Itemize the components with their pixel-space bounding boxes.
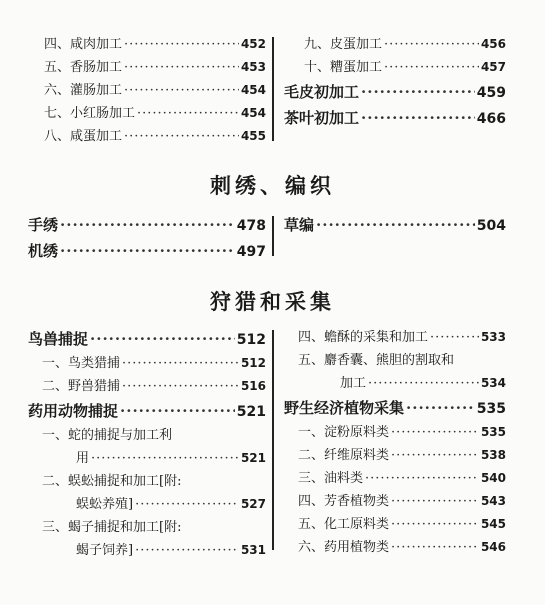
toc-entry-label: 九、皮蛋加工: [304, 37, 383, 52]
toc-entry[interactable]: [284, 467, 506, 490]
toc-entry[interactable]: [44, 102, 266, 125]
toc-entry[interactable]: [28, 447, 266, 470]
toc-entry-main[interactable]: [284, 105, 506, 131]
column-divider: [272, 330, 274, 550]
leader-dots: [365, 467, 479, 490]
leader-dots: [91, 447, 239, 470]
toc-entry[interactable]: [28, 375, 266, 398]
toc-entry[interactable]: [44, 79, 266, 102]
toc-entry[interactable]: [284, 326, 506, 349]
section2-left-column: [28, 326, 266, 562]
toc-entry-label: 四、咸肉加工: [44, 37, 123, 52]
toc-entry-main[interactable]: [28, 212, 266, 238]
section1-left-column: [28, 212, 266, 264]
toc-entry[interactable]: [28, 352, 266, 375]
leader-dots: [361, 79, 475, 105]
leader-dots: [124, 33, 239, 56]
toc-entry-page: 452: [240, 37, 266, 51]
toc-entry-label: 蜈蚣养殖]: [76, 497, 134, 512]
toc-entry[interactable]: [44, 125, 266, 148]
toc-entry-label: 五、麝香囊、熊胆的割取和: [298, 353, 455, 368]
toc-entry-label: 一、鸟类猎捕: [42, 356, 121, 371]
toc-entry-label: 机绣: [28, 242, 59, 260]
leader-dots: [391, 536, 479, 559]
toc-entry[interactable]: [44, 33, 266, 56]
toc-entry-label: 二、野兽猎捕: [42, 379, 121, 394]
toc-entry-page: 497: [236, 244, 266, 260]
section1-right-column: [284, 212, 506, 238]
toc-entry[interactable]: [284, 421, 506, 444]
section-heading: 刺绣、编织: [210, 174, 335, 198]
toc-entry-page: 521: [240, 451, 266, 465]
leader-dots: [391, 444, 479, 467]
leader-dots: [391, 490, 479, 513]
toc-entry-main[interactable]: [284, 212, 506, 238]
leader-dots: [406, 395, 475, 421]
toc-entry-label: 一、蛇的捕捉与加工利: [42, 428, 173, 443]
toc-entry-page: 455: [240, 129, 266, 143]
toc-entry[interactable]: [28, 493, 266, 516]
leader-dots: [122, 375, 239, 398]
toc-entry-line[interactable]: [28, 424, 266, 447]
toc-entry-page: 540: [480, 471, 506, 485]
toc-entry-page: 521: [236, 404, 266, 420]
column-divider: [272, 37, 274, 141]
toc-entry-main[interactable]: [284, 79, 506, 105]
leader-dots: [124, 125, 239, 148]
toc-entry-page: 535: [480, 425, 506, 439]
toc-entry[interactable]: [284, 56, 506, 79]
toc-entry[interactable]: [44, 56, 266, 79]
leader-dots: [368, 372, 479, 395]
toc-entry-page: 459: [476, 85, 506, 101]
toc-entry-page: 456: [480, 37, 506, 51]
column-divider: [272, 216, 274, 256]
toc-entry-label: 一、淀粉原料类: [298, 425, 390, 440]
toc-entry-line[interactable]: [28, 516, 266, 539]
toc-entry-page: 454: [240, 83, 266, 97]
toc-entry[interactable]: [284, 513, 506, 536]
toc-entry-label: 三、蝎子捕捉和加工[附:: [42, 520, 182, 535]
leader-dots: [361, 105, 475, 131]
toc-entry-page: 543: [480, 494, 506, 508]
toc-entry-page: 527: [240, 497, 266, 511]
toc-entry[interactable]: [284, 536, 506, 559]
toc-entry-main[interactable]: [28, 398, 266, 424]
toc-entry-label: 五、化工原料类: [298, 517, 390, 532]
leader-dots: [124, 56, 239, 79]
toc-entry-label: 三、油料类: [298, 471, 364, 486]
toc-entry-main[interactable]: [284, 395, 506, 421]
toc-entry-label: 药用动物捕捉: [28, 402, 119, 420]
toc-entry-page: 538: [480, 448, 506, 462]
toc-entry-label: 六、药用植物类: [298, 540, 390, 555]
toc-entry-label: 手绣: [28, 216, 59, 234]
toc-entry-page: 512: [236, 332, 266, 348]
leader-dots: [135, 539, 239, 562]
toc-entry-label: 十、糟蛋加工: [304, 60, 383, 75]
toc-entry-label: 用: [76, 451, 90, 466]
toc-entry-line[interactable]: [284, 349, 506, 372]
toc-entry-label: 四、芳香植物类: [298, 494, 390, 509]
leader-dots: [384, 33, 479, 56]
toc-entry-page: 504: [476, 218, 506, 234]
section0-left-column: [44, 33, 266, 148]
section0-right-column: [284, 33, 506, 131]
toc-entry-label: 二、蜈蚣捕捉和加工[附:: [42, 474, 182, 489]
toc-entry-main[interactable]: [28, 326, 266, 352]
leader-dots: [60, 238, 235, 264]
toc-entry-label: 六、灌肠加工: [44, 83, 123, 98]
leader-dots: [90, 326, 235, 352]
toc-entry-label: 五、香肠加工: [44, 60, 123, 75]
toc-entry[interactable]: [284, 372, 506, 395]
toc-entry-label: 八、咸蛋加工: [44, 129, 123, 144]
leader-dots: [430, 326, 479, 349]
toc-entry-label: 加工: [340, 376, 367, 391]
section-heading: 狩猎和采集: [210, 290, 335, 314]
toc-entry-page: 533: [480, 330, 506, 344]
leader-dots: [391, 421, 479, 444]
toc-entry-page: 478: [236, 218, 266, 234]
toc-entry[interactable]: [284, 444, 506, 467]
leader-dots: [124, 79, 239, 102]
toc-entry-page: 453: [240, 60, 266, 74]
toc-entry[interactable]: [28, 539, 266, 562]
toc-entry-label: 鸟兽捕捉: [28, 330, 89, 348]
toc-entry-page: 512: [240, 356, 266, 370]
toc-entry-page: 466: [476, 111, 506, 127]
toc-entry-label: 七、小红肠加工: [44, 106, 136, 121]
toc-entry-label: 蝎子饲养]: [76, 543, 134, 558]
leader-dots: [135, 493, 239, 516]
toc-entry-page: 454: [240, 106, 266, 120]
toc-entry-label: 茶叶初加工: [284, 109, 360, 127]
leader-dots: [384, 56, 479, 79]
leader-dots: [316, 212, 475, 238]
toc-entry-page: 534: [480, 376, 506, 390]
toc-entry-line[interactable]: [28, 470, 266, 493]
toc-entry-page: 516: [240, 379, 266, 393]
leader-dots: [120, 398, 235, 424]
leader-dots: [60, 212, 235, 238]
toc-entry-label: 毛皮初加工: [284, 83, 360, 101]
toc-entry[interactable]: [284, 33, 506, 56]
toc-entry-page: 546: [480, 540, 506, 554]
toc-entry-page: 457: [480, 60, 506, 74]
toc-entry-page: 531: [240, 543, 266, 557]
toc-entry-page: 535: [476, 401, 506, 417]
toc-entry-main[interactable]: [28, 238, 266, 264]
toc-entry-label: 野生经济植物采集: [284, 399, 405, 417]
toc-entry-label: 二、纤维原料类: [298, 448, 390, 463]
section2-right-column: [284, 326, 506, 559]
leader-dots: [122, 352, 239, 375]
toc-entry-page: 545: [480, 517, 506, 531]
toc-entry-label: 草编: [284, 216, 315, 234]
toc-entry-label: 四、蟾酥的采集和加工: [298, 330, 429, 345]
leader-dots: [391, 513, 479, 536]
leader-dots: [137, 102, 239, 125]
toc-entry[interactable]: [284, 490, 506, 513]
